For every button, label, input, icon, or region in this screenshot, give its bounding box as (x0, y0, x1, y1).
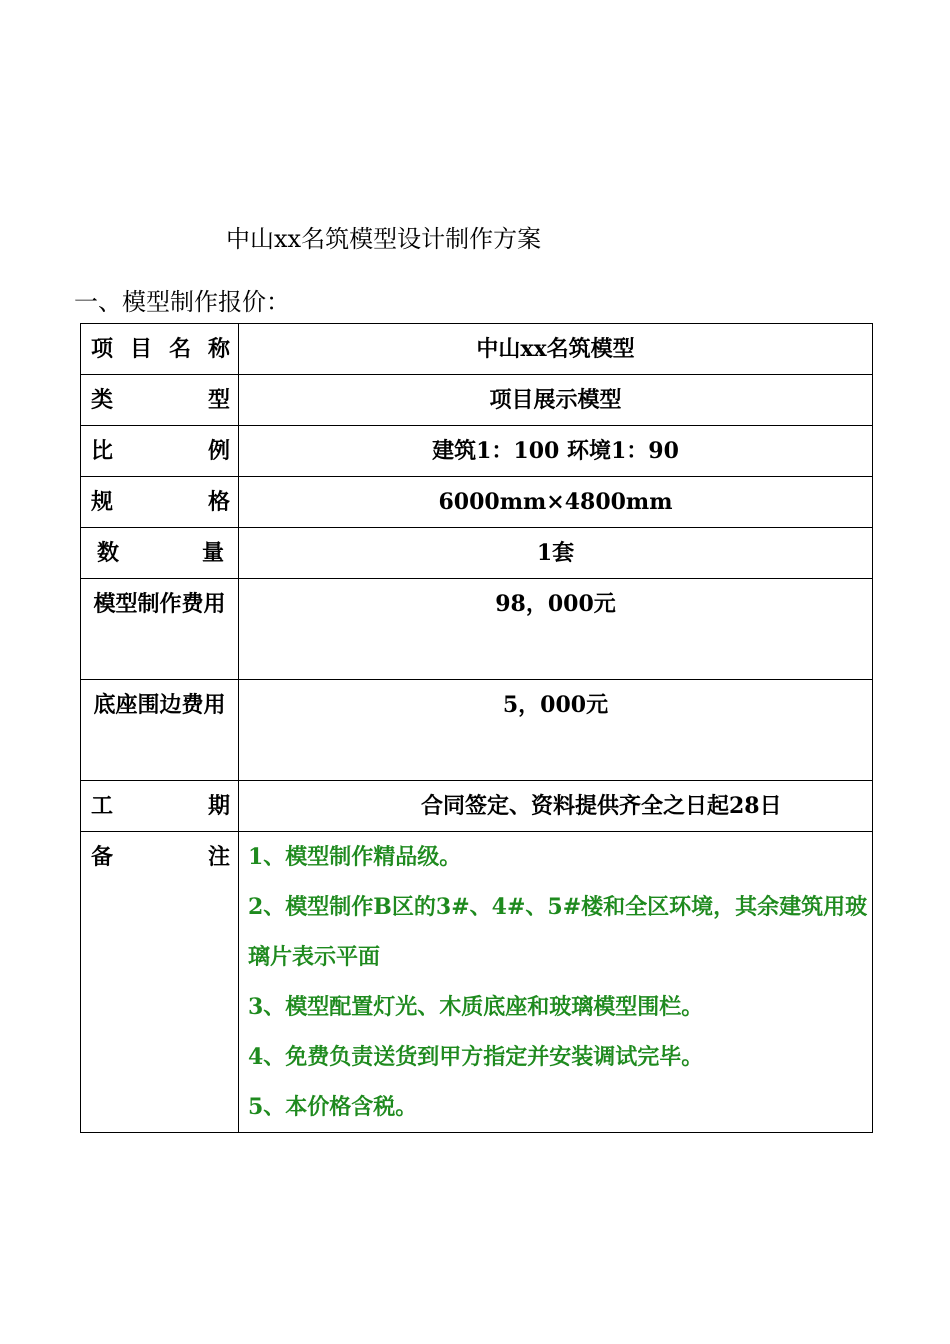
quantity-value: 1套 (536, 540, 575, 566)
size-value: 6000mm×4800mm (438, 489, 673, 515)
value-cell (239, 680, 873, 781)
type-label: 类 型 (91, 387, 230, 413)
schedule-value: 合同签定、资料提供齐全之日起28日 (421, 793, 782, 819)
type-value: 项目展示模型 (489, 387, 622, 413)
label-cell (81, 324, 239, 375)
value-cell (239, 832, 873, 1133)
scale-value: 建筑1：100 环境1：90 (432, 438, 679, 464)
label-cell (81, 375, 239, 426)
scale-label: 比 例 (91, 438, 230, 464)
value-cell (239, 426, 873, 477)
label-cell (81, 528, 239, 579)
quote-table (80, 323, 873, 1133)
production-fee-label: 模型制作费用 (93, 591, 226, 617)
note-item: 3、模型配置灯光、木质底座和玻璃模型围栏。 (248, 994, 704, 1020)
production-fee-value: 98，000元 (495, 591, 616, 617)
note-item: 4、免费负责送货到甲方指定并安装调试完毕。 (248, 1044, 704, 1070)
notes-label: 备 注 (91, 844, 230, 870)
value-cell (239, 477, 873, 528)
note-item: 5、本价格含税。 (248, 1094, 418, 1120)
table-row-notes (81, 832, 873, 1133)
label-cell (81, 832, 239, 1133)
section-heading: 一、模型制作报价： (74, 288, 290, 316)
table-row-scale (81, 426, 873, 477)
document-title: 中山xx名筑模型设计制作方案 (226, 225, 542, 253)
project-name-value: 中山xx名筑模型 (476, 336, 635, 362)
table-row-base-fee (81, 680, 873, 781)
label-cell (81, 680, 239, 781)
schedule-label: 工 期 (91, 793, 230, 819)
table-row-schedule (81, 781, 873, 832)
value-cell (239, 579, 873, 680)
table-row-production-fee (81, 579, 873, 680)
base-fee-label: 底座围边费用 (93, 692, 226, 718)
quantity-label: 数 量 (97, 540, 224, 566)
note-item: 2、模型制作B区的3#、4#、5#楼和全区环境，其余建筑用玻璃片表示平面 (248, 894, 868, 970)
base-fee-value: 5，000元 (502, 692, 609, 718)
label-cell (81, 781, 239, 832)
value-cell (239, 781, 873, 832)
label-cell (81, 477, 239, 528)
note-item: 1、模型制作精品级。 (248, 844, 462, 870)
table-row-size (81, 477, 873, 528)
notes-list (239, 832, 872, 1132)
size-label: 规 格 (91, 489, 230, 515)
project-name-label: 项 目 名 称 (91, 336, 230, 362)
table-row-type (81, 375, 873, 426)
value-cell (239, 528, 873, 579)
label-cell (81, 579, 239, 680)
table-row-quantity (81, 528, 873, 579)
label-cell (81, 426, 239, 477)
value-cell (239, 324, 873, 375)
table-row-project-name (81, 324, 873, 375)
value-cell (239, 375, 873, 426)
